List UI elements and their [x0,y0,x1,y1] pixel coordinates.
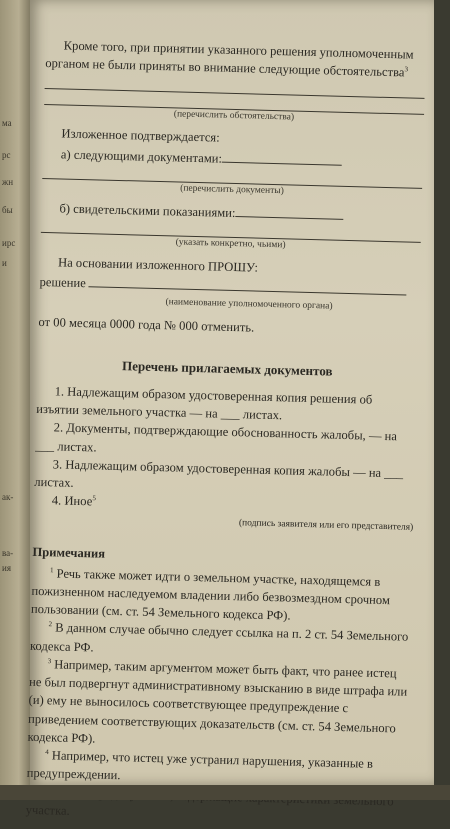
caption-organ: (наименование уполномоченного органа) [165,297,333,312]
margin-fragment: ма [2,118,12,128]
confirmed-intro: Изложенное подтверждается: [61,126,220,145]
fill-line [222,161,342,165]
attachments-title: Перечень прилагаемых документов [121,358,333,379]
page-body [25,36,425,829]
circumstances-text: Кроме того, при принятии указанного решения уполномоченным органом не были приняты во внимание следующие обстоятельства [45,38,414,80]
note-text: земельного участка. [25,792,394,818]
margin-fragment: ирс [2,238,16,248]
note-marker: 3 [47,656,52,666]
notes-title: Примечания [32,545,106,562]
margin-fragment: бы [2,205,13,215]
note-marker: 4 [45,748,49,757]
caption-witness: (указать конкретно, чьими) [175,237,286,251]
note-text: Например, таким аргументом может быть факт, что ранее истец не был подвергнут административному взысканию в виде штрафа или (и) ему не выносилось соответствующее предупреждение с приведением соответствующих доказательств (см. ст. 54 Земельного кодекса РФ). [27,657,408,746]
note-item [31,563,412,628]
item-documents-label: а) следующими документами: [60,146,223,166]
attachment-item: 3. Надлежащим образом удостоверенная копия жалобы — на ___ листах. [34,457,404,491]
margin-fragment: и [2,258,7,268]
footnote-marker: 3 [404,65,409,74]
attachment-item: 1. Надлежащим образом удостоверенная копия решения об изъятии земельного участка — на ___ листах. [36,384,373,423]
signature-caption: (подпись заявителя или его представителя) [238,517,414,533]
margin-fragment: ак- [2,492,14,502]
fill-line [89,286,407,295]
footnote-marker: 5 [92,494,96,503]
margin-fragment: жн [2,177,14,187]
note-item [27,655,409,756]
margin-fragment: рс [2,150,11,160]
note-marker: 2 [48,620,53,629]
note-marker: 1 [49,565,54,574]
document-page [25,0,434,818]
background-edge [0,785,450,800]
cancel-line: от 00 месяца 0000 года № 000 отменить. [38,314,255,335]
margin-fragment: ва- [2,548,14,558]
request-line: На основании изложенного ПРОШУ: [57,254,259,275]
decision-label: решение [39,274,86,290]
note-text: В данном случае обычно следует ссылка на п. 2 ст. 54 Земельного кодекса РФ. [29,620,409,655]
item-witness-label: б) свидетельскими показаниями: [59,200,236,220]
note-text: Речь также может идти о земельном участке, находящемся в пожизненном наследуемом владении либо безвозмездном срочном пользовании (см. ст. 54 Земельного кодекса РФ). [30,566,391,623]
margin-fragment: ия [2,563,11,573]
caption-documents: (перечислить документы) [180,183,284,197]
caption-circumstances: (перечислить обстоятельства) [173,108,295,123]
attachment-item-text: 4. Иное [51,493,93,509]
attachment-item: 2. Документы, подтверждающие обоснованность жалобы, — на ___ листах. [35,420,398,455]
note-text: Например, что истец уже устранил нарушения, указанные в предупреждении. [26,748,374,783]
fill-line [235,216,343,220]
